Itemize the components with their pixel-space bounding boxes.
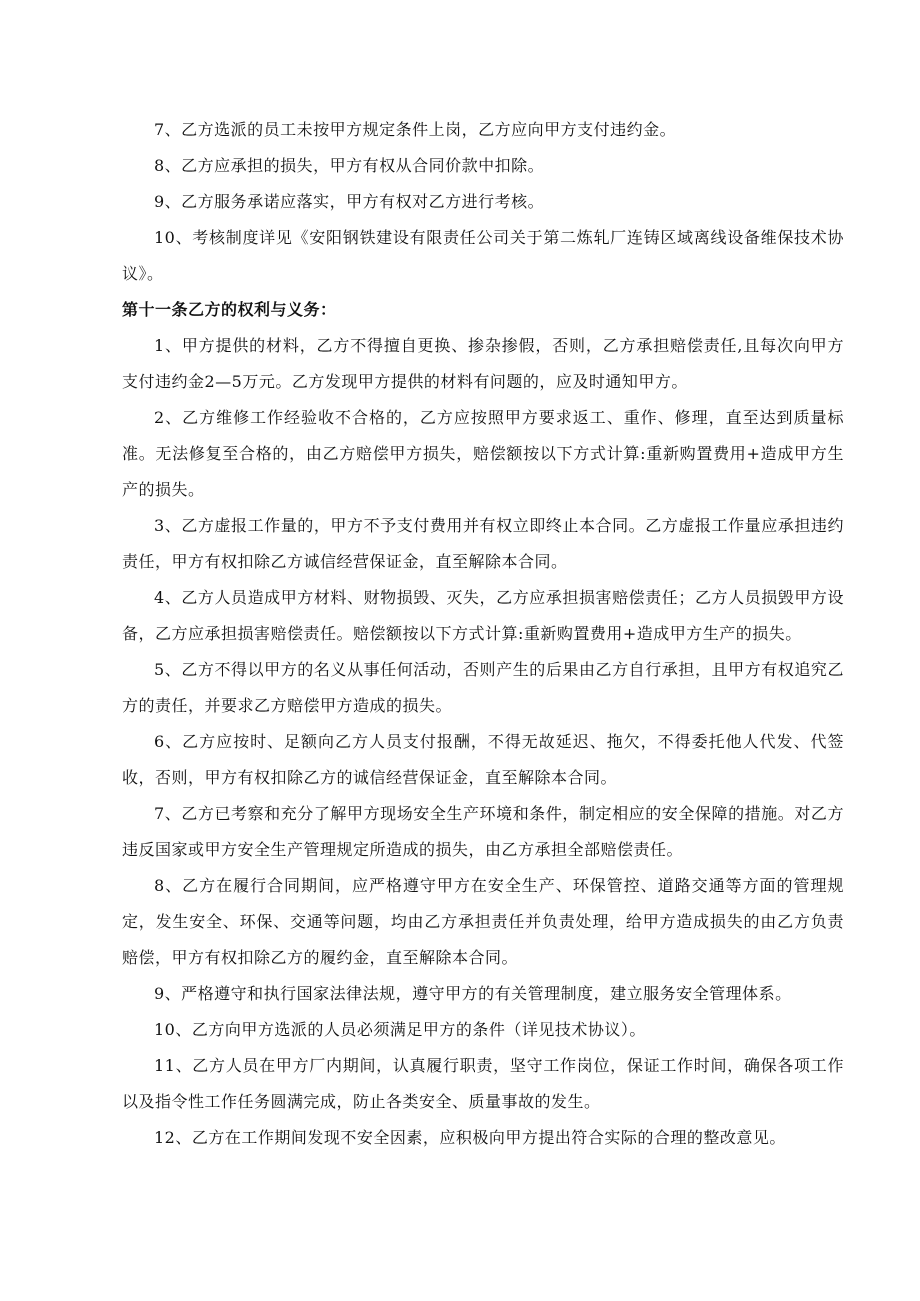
clause-item: 10、考核制度详见《安阳钢铁建设有限责任公司关于第二炼轧厂连铸区域离线设备维保技术协议》。 (122, 228, 844, 283)
clause-item: 3、乙方虚报工作量的，甲方不予支付费用并有权立即终止本合同。乙方虚报工作量应承担违约责任，甲方有权扣除乙方诚信经营保证金，直至解除本合同。 (122, 516, 844, 571)
clause-item: 9、严格遵守和执行国家法律法规，遵守甲方的有关管理制度，建立服务安全管理体系。 (154, 984, 792, 1003)
document-body (122, 112, 844, 1156)
clause-item: 8、乙方应承担的损失，甲方有权从合同价款中扣除。 (154, 156, 545, 175)
clause-item: 11、乙方人员在甲方厂内期间，认真履行职责，坚守工作岗位，保证工作时间，确保各项工作以及指令性工作任务圆满完成，防止各类安全、质量事故的发生。 (122, 1056, 844, 1111)
section-heading: 第十一条乙方的权利与义务： (122, 300, 337, 319)
clause-item: 6、乙方应按时、足额向乙方人员支付报酬，不得无故延迟、拖欠，不得委托他人代发、代签收，否则，甲方有权扣除乙方的诚信经营保证金，直至解除本合同。 (122, 732, 844, 787)
clause-item: 4、乙方人员造成甲方材料、财物损毁、灭失，乙方应承担损害赔偿责任；乙方人员损毁甲方设备，乙方应承担损害赔偿责任。赔偿额按以下方式计算:重新购置费用+造成甲方生产的损失。 (122, 588, 844, 643)
clause-item: 8、乙方在履行合同期间，应严格遵守甲方在安全生产、环保管控、道路交通等方面的管理规定，发生安全、环保、交通等问题，均由乙方承担责任并负责处理，给甲方造成损失的由乙方负责赔偿，甲方有权扣除乙方的履约金，直至解除本合同。 (122, 876, 844, 967)
clause-item: 5、乙方不得以甲方的名义从事任何活动，否则产生的后果由乙方自行承担，且甲方有权追究乙方的责任，并要求乙方赔偿甲方造成的损失。 (122, 660, 844, 715)
clause-item: 10、乙方向甲方选派的人员必须满足甲方的条件（详见技术协议）。 (154, 1020, 646, 1039)
clause-item: 9、乙方服务承诺应落实，甲方有权对乙方进行考核。 (154, 192, 545, 211)
clause-item: 7、乙方选派的员工未按甲方规定条件上岗，乙方应向甲方支付违约金。 (154, 120, 677, 139)
clause-item: 7、乙方已考察和充分了解甲方现场安全生产环境和条件，制定相应的安全保障的措施。对乙方违反国家或甲方安全生产管理规定所造成的损失，由乙方承担全部赔偿责任。 (122, 804, 844, 859)
clause-item: 2、乙方维修工作经验收不合格的，乙方应按照甲方要求返工、重作、修理，直至达到质量标准。无法修复至合格的，由乙方赔偿甲方损失，赔偿额按以下方式计算:重新购置费用+造成甲方生产的损失。 (122, 408, 844, 499)
clause-item: 12、乙方在工作期间发现不安全因素，应积极向甲方提出符合实际的合理的整改意见。 (154, 1128, 786, 1147)
clause-item: 1、甲方提供的材料，乙方不得擅自更换、掺杂掺假，否则，乙方承担赔偿责任,且每次向甲方支付违约金2—5万元。乙方发现甲方提供的材料有问题的，应及时通知甲方。 (122, 336, 844, 391)
